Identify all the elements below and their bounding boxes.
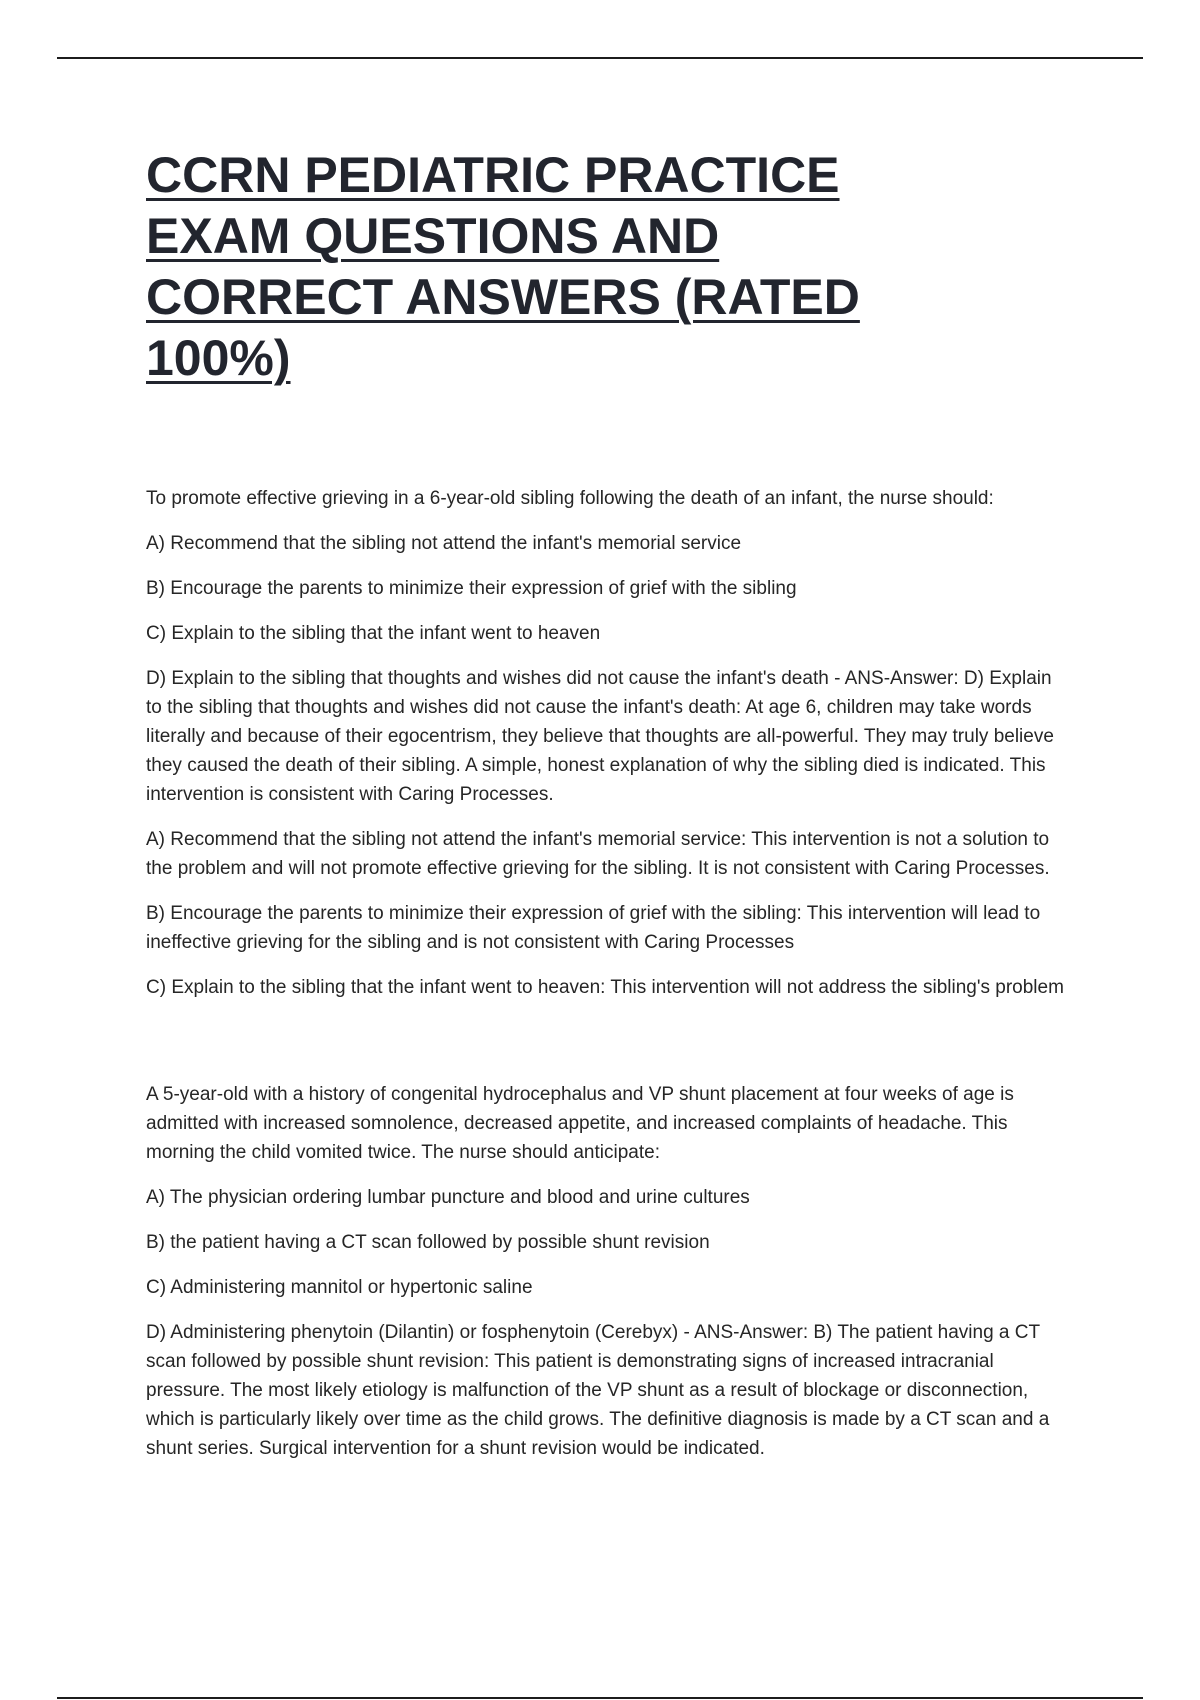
- answer-option-b: B) the patient having a CT scan followed by possible shunt revision: [146, 1232, 710, 1253]
- rationale-a: A) Recommend that the sibling not attend the infant's memorial service: This intervention is not a solution to the problem and will not promote effective grieving for the sibling. It is not consistent with Caring Processes.: [146, 829, 1050, 879]
- question-stem: To promote effective grieving in a 6-year-old sibling following the death of an infant, the nurse should:: [146, 488, 994, 509]
- answer-option-b: B) Encourage the parents to minimize their expression of grief with the sibling: [146, 578, 797, 599]
- answer-option-d-with-answer: D) Administering phenytoin (Dilantin) or fosphenytoin (Cerebyx) - ANS-Answer: B) The patient having a CT scan followed by possible shunt revision: This patient is demonstrating signs of increased intracranial pressure. The most likely etiology is malfunction of the VP shunt as a result of blockage or disconnection, which is particularly likely over time as the child grows. The definitive diagnosis is made by a CT scan and a shunt series. Surgical intervention for a shunt revision would be indicated.: [146, 1322, 1050, 1459]
- answer-option-a: A) Recommend that the sibling not attend the infant's memorial service: [146, 533, 742, 554]
- top-divider: [57, 57, 1143, 59]
- question-1: [146, 484, 1066, 1002]
- rationale-b: B) Encourage the parents to minimize their expression of grief with the sibling: This intervention will lead to ineffective grieving for the sibling and is not consistent with Caring Processes: [146, 903, 1041, 953]
- question-stem: A 5-year-old with a history of congenital hydrocephalus and VP shunt placement at four weeks of age is admitted with increased somnolence, decreased appetite, and increased complaints of headache. This morning the child vomited twice. The nurse should anticipate:: [146, 1084, 1014, 1163]
- answer-option-c: C) Administering mannitol or hypertonic saline: [146, 1277, 533, 1298]
- document-body: [146, 484, 1066, 1479]
- answer-option-c: C) Explain to the sibling that the infant went to heaven: [146, 623, 601, 644]
- answer-option-a: A) The physician ordering lumbar puncture and blood and urine cultures: [146, 1187, 750, 1208]
- section-spacer: [146, 1018, 1066, 1080]
- rationale-c: C) Explain to the sibling that the infant went to heaven: This intervention will not address the sibling's problem: [146, 977, 1064, 998]
- question-2: [146, 1080, 1066, 1463]
- answer-option-d-with-answer: D) Explain to the sibling that thoughts and wishes did not cause the infant's death - ANS-Answer: D) Explain to the sibling that thoughts and wishes did not cause the infant's death: At age 6, children may take words literally and because of their egocentrism, they believe that thoughts are all-powerful. They may truly believe they caused the death of their sibling. A simple, honest explanation of why the sibling died is indicated. This intervention is consistent with Caring Processes.: [146, 668, 1054, 805]
- document-title: CCRN PEDIATRIC PRACTICE EXAM QUESTIONS AND CORRECT ANSWERS (RATED 100%): [146, 147, 860, 386]
- bottom-divider: [57, 1697, 1143, 1699]
